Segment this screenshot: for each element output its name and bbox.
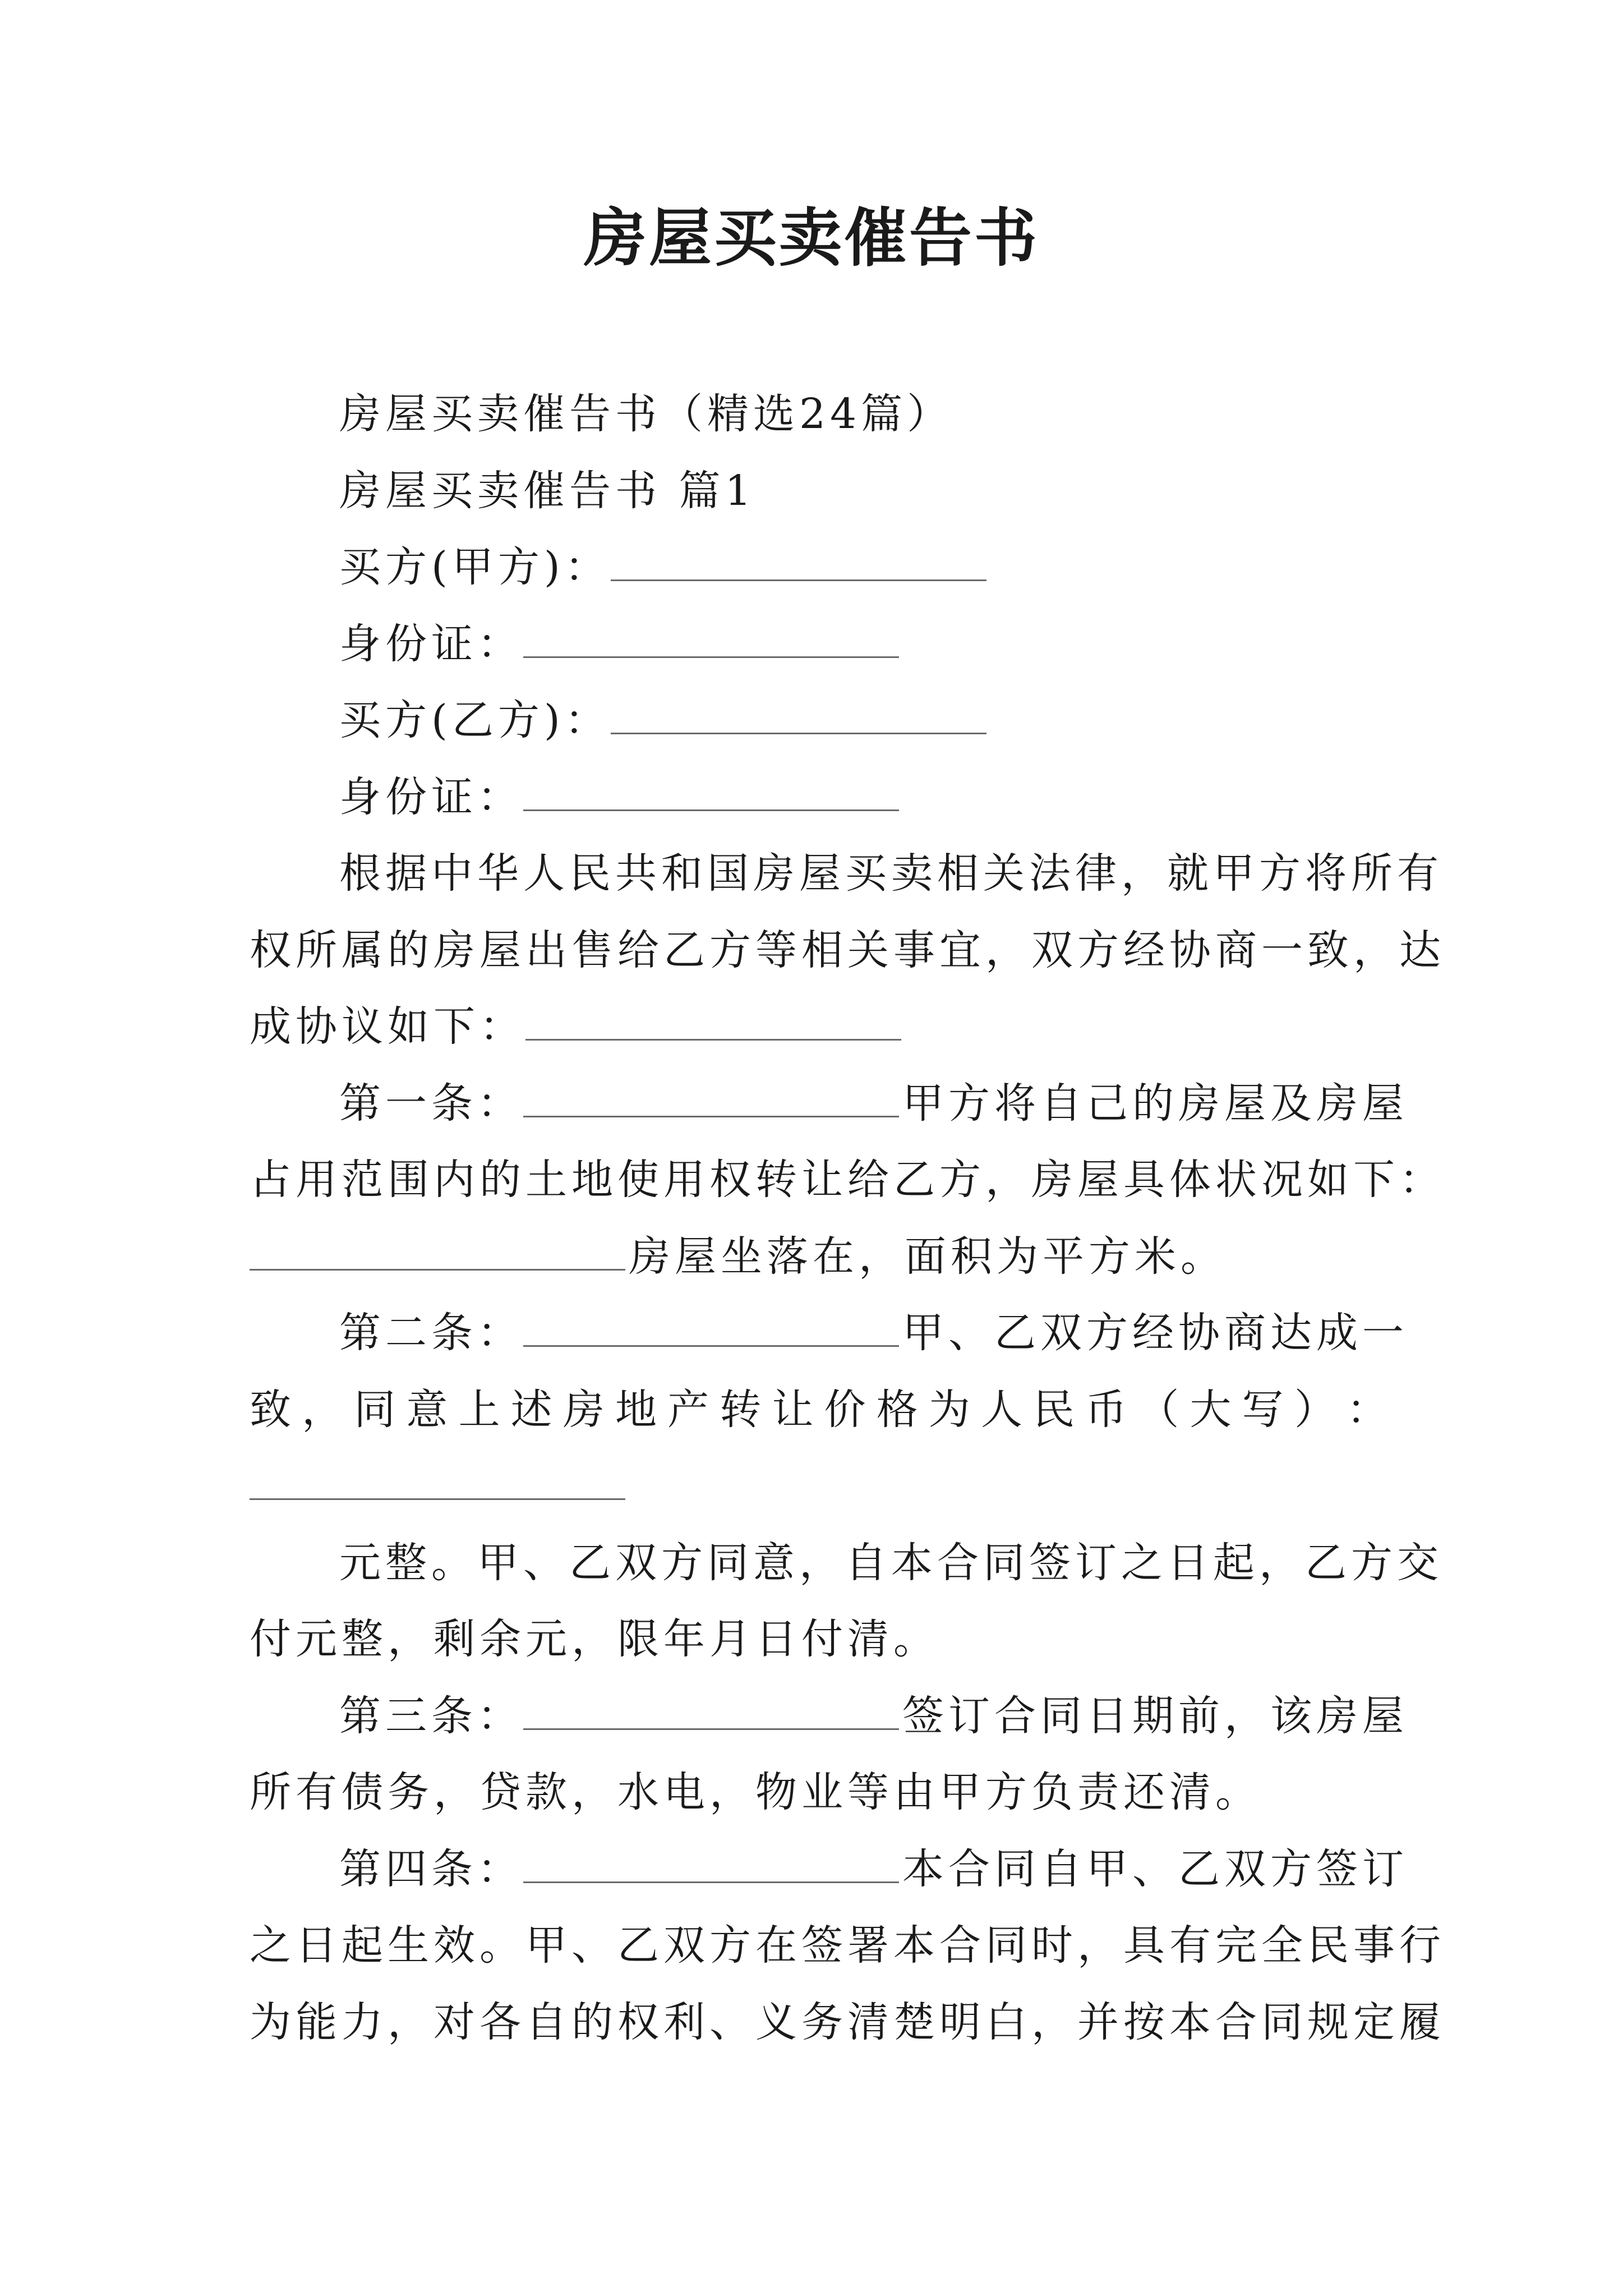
section-heading: 房屋买卖催告书 篇1 [339, 466, 756, 515]
article-2-justified-char: ： [1346, 1385, 1388, 1434]
article-2-justified-char: 转 [720, 1385, 762, 1434]
subtitle-line: 房屋买卖催告书（精选24篇） [339, 390, 953, 438]
buyer-a-line [250, 529, 1388, 606]
id-a-label: 身份证： [339, 619, 523, 668]
article-2-justified-char: 致 [250, 1385, 291, 1434]
article-2-justified-char: ， [302, 1385, 344, 1434]
buyer-a-blank [611, 540, 986, 581]
article-3-text-1: 签订合同日期前，该房屋 [902, 1691, 1408, 1740]
intro-blank [525, 1000, 901, 1041]
article-2-line-4: 元整。甲、乙双方同意，自本合同签订之日起，乙方交 [339, 1538, 1443, 1587]
article-3-line-2: 所有债务，贷款，水电，物业等由甲方负责还清。 [250, 1768, 1261, 1816]
intro-line-2: 权所属的房屋出售给乙方等相关事宜，双方经协商一致，达 [250, 926, 1445, 974]
article-2-justified-char: 为 [928, 1385, 970, 1434]
id-b-line [250, 759, 1388, 836]
article-3-label: 第三条： [339, 1691, 523, 1740]
article-2-justified-char: 述 [510, 1385, 552, 1434]
article-2-justified-char: 价 [824, 1385, 866, 1434]
article-4-text-1: 本合同自甲、乙双方签订 [902, 1844, 1408, 1893]
id-a-blank [523, 617, 899, 658]
article-2-justified-char: 房 [562, 1385, 605, 1434]
article-2-justified-char: 大 [1189, 1385, 1232, 1434]
article-2-justified-char: 民 [1033, 1385, 1075, 1434]
id-b-blank [523, 770, 899, 811]
article-3-line-1 [250, 1678, 1408, 1755]
article-2-label: 第二条： [339, 1309, 523, 1357]
article-1-line-1 [250, 1065, 1408, 1142]
intro-line-3-text: 成协议如下： [250, 1002, 525, 1051]
buyer-a-label: 买方(甲方)： [339, 543, 611, 591]
buyer-b-line [250, 682, 1388, 759]
id-a-line [250, 606, 1388, 683]
article-2-justified-char: 意 [406, 1385, 448, 1434]
intro-line-1: 根据中华人民共和国房屋买卖相关法律，就甲方将所有 [339, 849, 1443, 898]
buyer-b-label: 买方(乙方)： [339, 696, 611, 744]
article-2-justified-char: 上 [458, 1385, 500, 1434]
article-2-justified-char: ） [1294, 1385, 1336, 1434]
article-3-blank [523, 1689, 899, 1730]
article-2-justified-char: 让 [772, 1385, 814, 1434]
article-2-justified-char: 人 [980, 1385, 1022, 1434]
article-2-justified-char: 同 [354, 1385, 396, 1434]
buyer-b-blank [611, 693, 986, 734]
article-1-label: 第一条： [339, 1079, 523, 1128]
article-4-label: 第四条： [339, 1844, 523, 1893]
article-2-justified-char: 产 [667, 1385, 709, 1434]
article-2-justified-char: 格 [876, 1385, 918, 1434]
id-b-label: 身份证： [339, 772, 523, 821]
article-1-text-1: 甲方将自己的房屋及房屋 [902, 1079, 1408, 1128]
article-2-justified-char: 写 [1242, 1385, 1284, 1434]
article-2-justified-char: 地 [615, 1385, 657, 1434]
article-4-line-3: 为能力，对各自的权利、义务清楚明白，并按本合同规定履 [250, 1998, 1445, 2046]
article-1-location-blank [250, 1230, 625, 1271]
article-1-text-3: 房屋坐落在，面积为平方米。 [629, 1232, 1227, 1281]
article-2-text-1: 甲、乙双方经协商达成一 [902, 1309, 1408, 1357]
article-2-price-line [250, 1448, 1388, 1525]
article-4-line-2: 之日起生效。甲、乙双方在签署本合同时，具有完全民事行 [250, 1921, 1445, 1970]
article-2-line-1 [250, 1295, 1408, 1372]
article-4-line-1 [250, 1831, 1408, 1908]
article-2-line-5: 付元整，剩余元，限年月日付清。 [250, 1615, 939, 1663]
article-1-line-3 [250, 1218, 1388, 1295]
article-2-line-2 [250, 1372, 1388, 1448]
article-2-justified-char: 币 [1085, 1385, 1127, 1434]
article-2-blank [523, 1306, 899, 1347]
document-title: 房屋买卖催告书 [584, 201, 1039, 275]
article-1-line-2: 占用范围内的土地使用权转让给乙方，房屋具体状况如下： [250, 1156, 1445, 1204]
article-1-blank [523, 1076, 899, 1117]
intro-line-3 [250, 988, 1388, 1065]
document-body [250, 376, 1445, 2060]
article-4-blank [523, 1842, 899, 1883]
article-2-price-blank [250, 1459, 625, 1500]
article-2-justified-char: （ [1137, 1385, 1179, 1434]
